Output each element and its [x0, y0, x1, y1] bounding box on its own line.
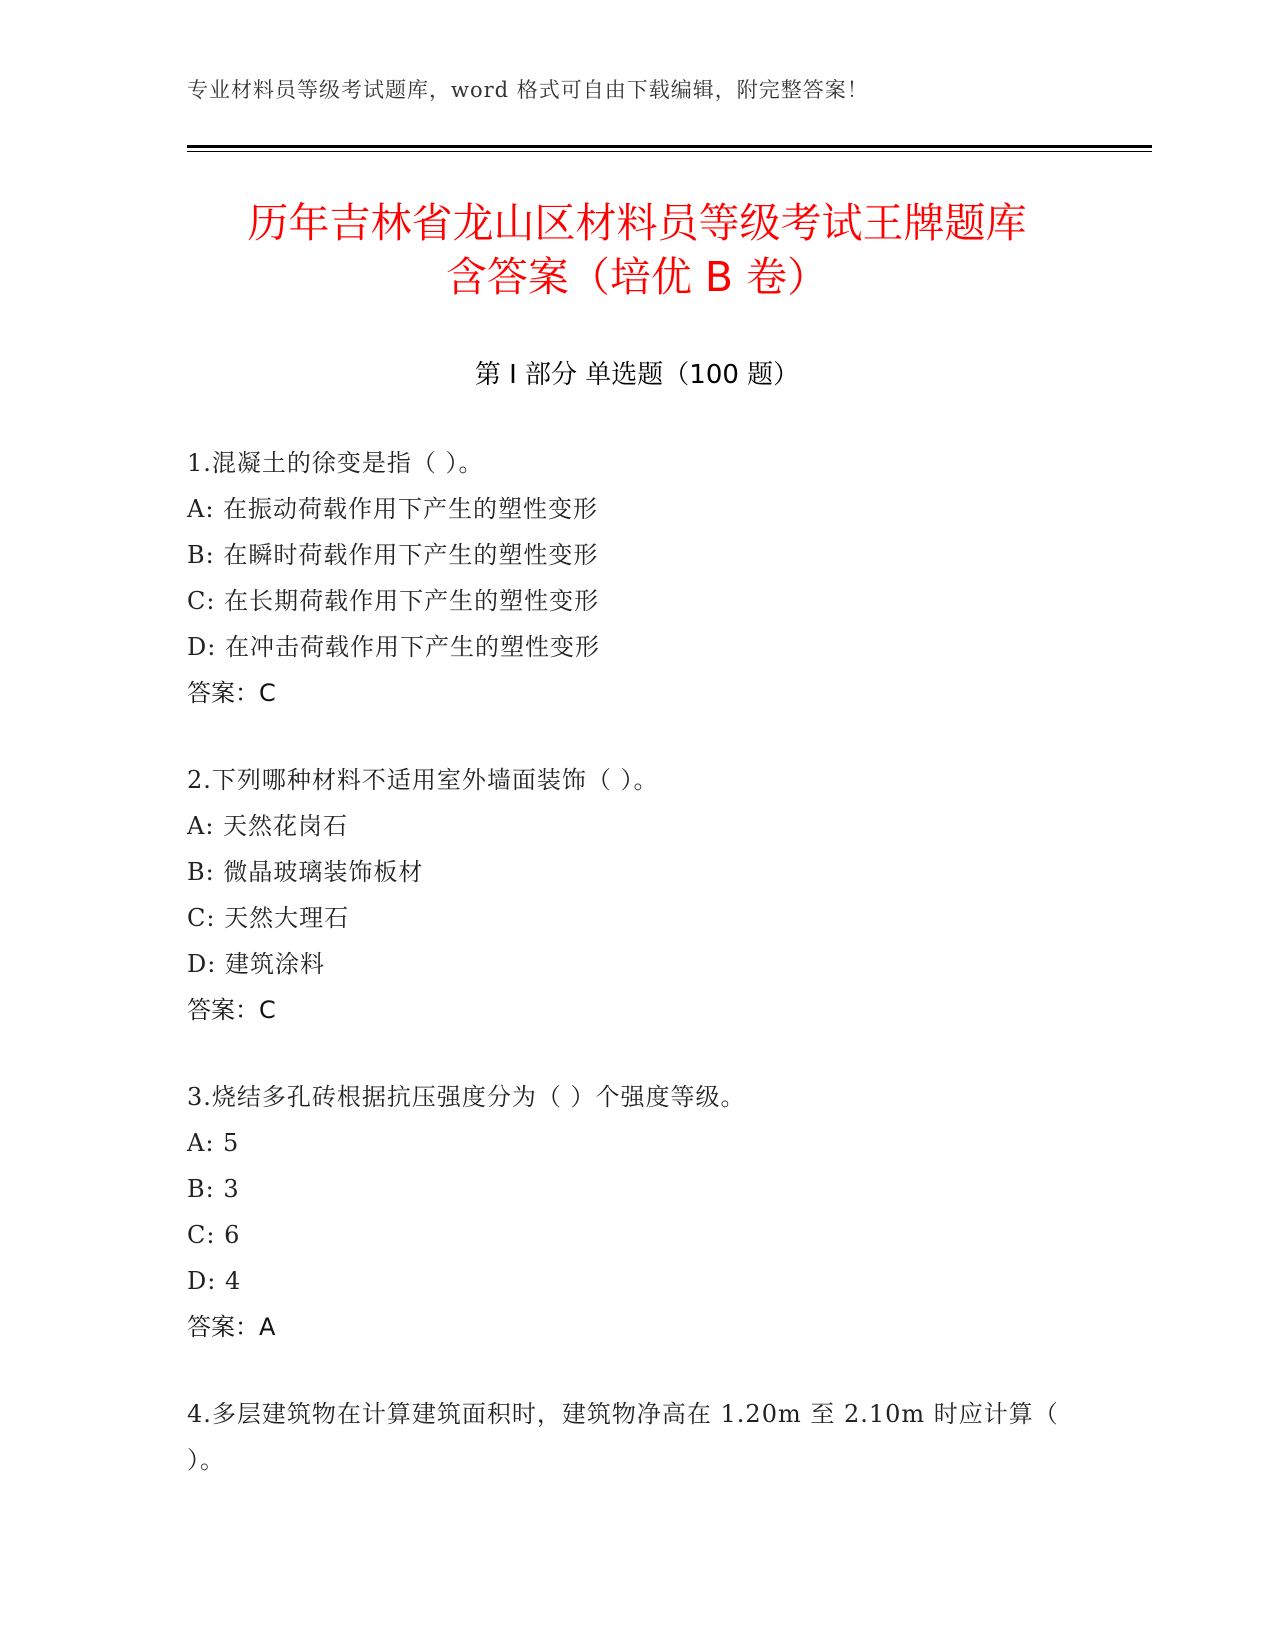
option-a: A: 在振动荷载作用下产生的塑性变形 — [187, 495, 599, 523]
question-list — [187, 440, 1077, 1524]
option-b: B: 在瞬时荷载作用下产生的塑性变形 — [187, 541, 599, 569]
question-4 — [187, 1391, 1077, 1483]
title-line-1: 历年吉林省龙山区材料员等级考试王牌题库 — [247, 199, 1027, 247]
answer: 答案：A — [187, 1313, 276, 1341]
option-d: D: 建筑涂料 — [187, 950, 325, 978]
option-c: C: 天然大理石 — [187, 904, 350, 932]
option-c: C: 在长期荷载作用下产生的塑性变形 — [187, 587, 600, 615]
option-a: A: 5 — [187, 1129, 240, 1157]
answer: 答案：C — [187, 679, 276, 707]
title-line-2: 含答案（培优 B 卷） — [445, 253, 829, 301]
question-1 — [187, 440, 1077, 716]
option-d: D: 4 — [187, 1267, 242, 1295]
question-3 — [187, 1074, 1077, 1350]
header-rule-thick — [187, 145, 1152, 148]
question-stem: 2.下列哪种材料不适用室外墙面装饰（ ）。 — [187, 766, 659, 794]
answer: 答案：C — [187, 996, 276, 1024]
question-stem: 1.混凝土的徐变是指（ ）。 — [187, 449, 484, 477]
question-2 — [187, 757, 1077, 1033]
option-b: B: 微晶玻璃装饰板材 — [187, 858, 424, 886]
document-title — [137, 196, 1137, 304]
header-note: 专业材料员等级考试题库，word 格式可自由下载编辑，附完整答案！ — [187, 78, 869, 102]
option-b: B: 3 — [187, 1175, 240, 1203]
option-a: A: 天然花岗石 — [187, 812, 349, 840]
option-d: D: 在冲击荷载作用下产生的塑性变形 — [187, 633, 600, 661]
section-heading: 第 I 部分 单选题（100 题） — [474, 360, 800, 390]
option-c: C: 6 — [187, 1221, 241, 1249]
header-rule-thin — [187, 151, 1152, 152]
question-stem: 3.烧结多孔砖根据抗压强度分为（ ）个强度等级。 — [187, 1083, 746, 1111]
question-stem: 4.多层建筑物在计算建筑面积时，建筑物净高在 1.20m 至 2.10m 时应计算（ ）。 — [187, 1400, 1059, 1474]
